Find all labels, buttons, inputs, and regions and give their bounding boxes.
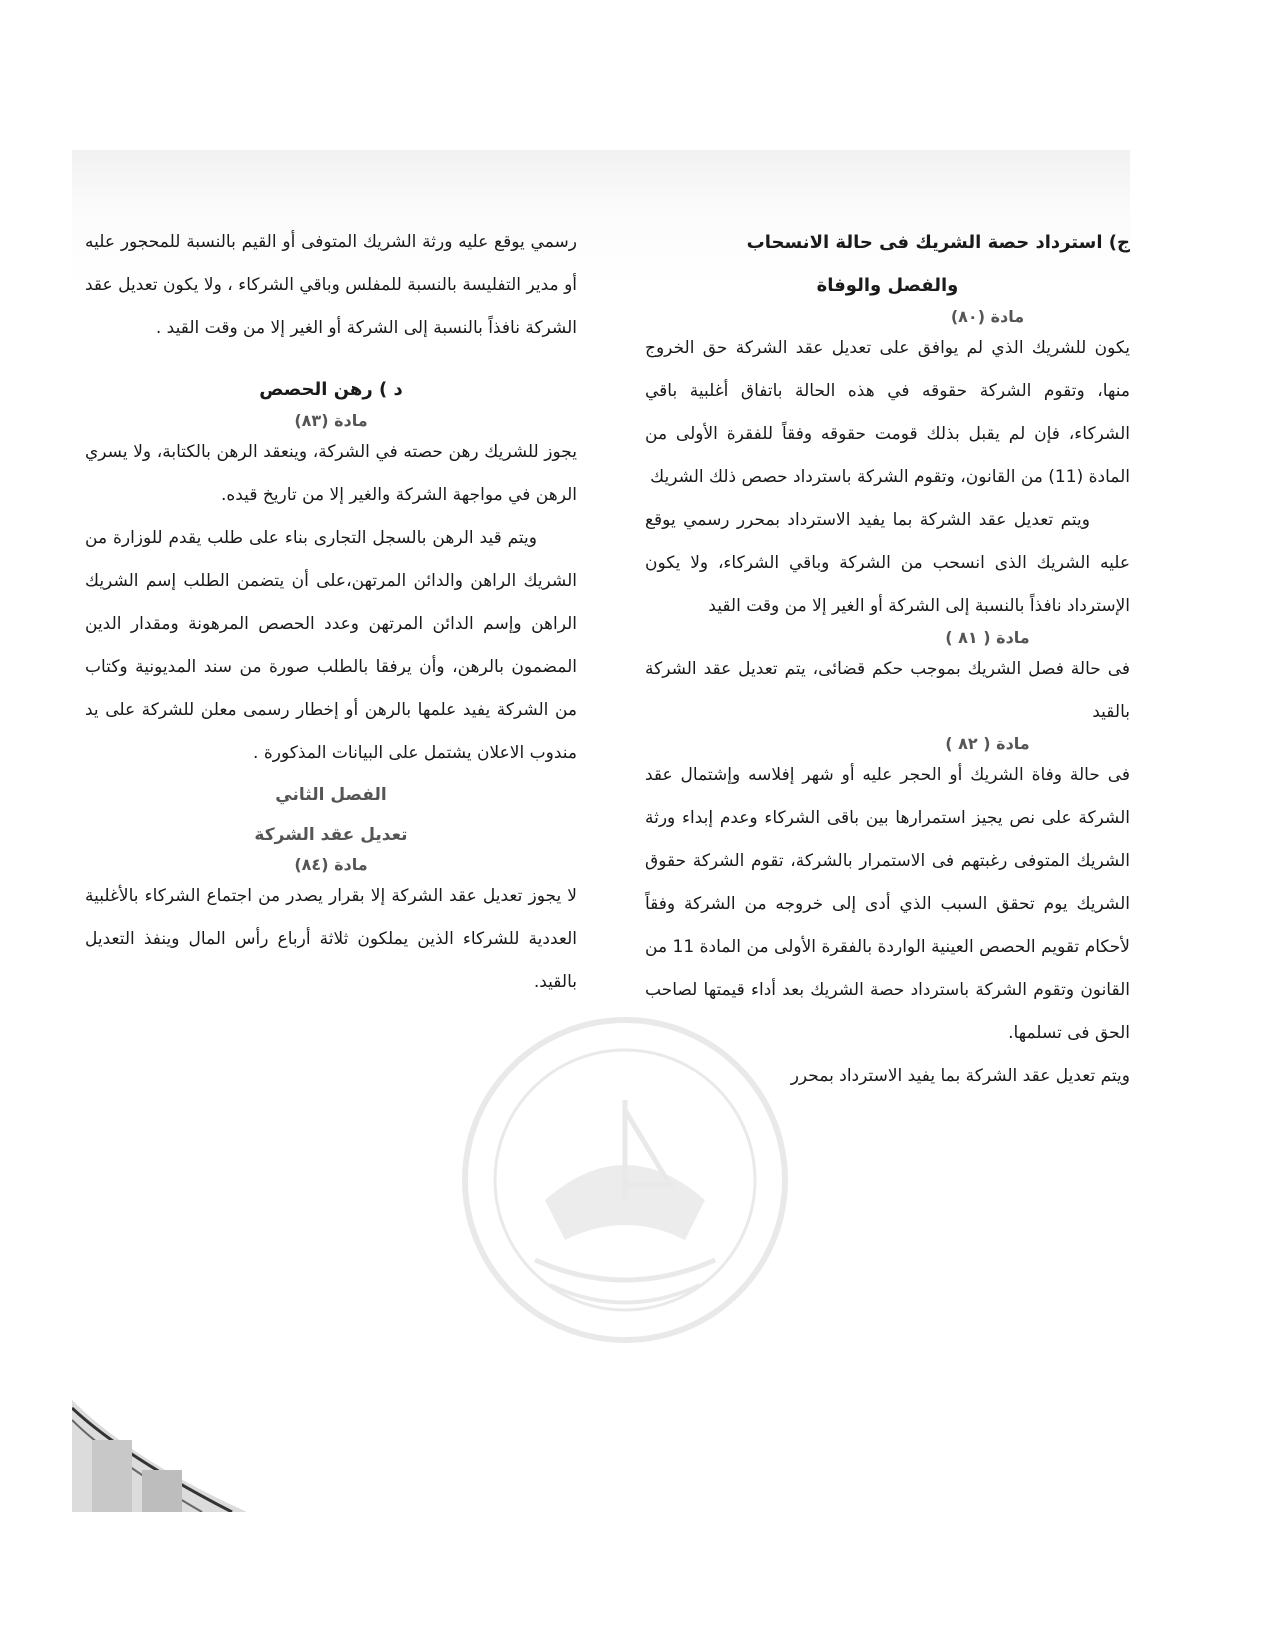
section-c-title: ج) استرداد حصة الشريك فى حالة الانسحاب (746, 232, 1130, 253)
article-81-text: فى حالة فصل الشريك بموجب حكم قضائى، يتم تعديل عقد الشركة بالقيد (645, 659, 1130, 722)
section-c-title-line2: والفصل والوفاة (816, 275, 959, 296)
article-82-text-2: ويتم تعديل عقد الشركة بما يفيد الاسترداد بمحرر (790, 1066, 1130, 1086)
chapter-title: تعديل عقد الشركة (254, 825, 408, 845)
right-column (645, 221, 1130, 1098)
article-82-text: فى حالة وفاة الشريك أو الحجر عليه أو شهر إفلاسه وإشتمال عقد الشركة على نص يجيز استمرارها بين باقى الشركاء وعدم إبداء ورثة الشريك المتوفى رغبتهم فى الاستمرار بالشركة، تقوم الشركة حقوق الشريك يوم تحقق السبب الذي أدى إلى خروجه من الشركة وفقاً لأحكام تقويم الحصص العينية الواردة بالفقرة الأولى من المادة 11 من القانون وتقوم الشركة باسترداد حصة الشريك بعد أداء قيمتها لصاحب الحق فى تسلمها. (645, 765, 1131, 1043)
article-83-label: مادة (٨٣) (294, 411, 368, 430)
article-81-label: مادة ( ٨١ ) (945, 628, 1030, 647)
article-82-label: مادة ( ٨٢ ) (945, 734, 1030, 753)
left-column (85, 221, 577, 1004)
corner-decoration-icon (72, 1400, 252, 1512)
continuation-text: رسمي يوقع عليه ورثة الشريك المتوفى أو القيم بالنسبة للمحجور عليه أو مدير التفليسة بالنسبة للمفلس وباقي الشركاء ، ولا يكون تعديل عقد الشركة نافذاً بالنسبة إلى الشركة أو الغير إلا من وقت القيد . (85, 232, 577, 338)
chapter-label: الفصل الثاني (275, 785, 387, 805)
article-83-text: يجوز للشريك رهن حصته في الشركة، وينعقد الرهن بالكتابة، ولا يسري الرهن في مواجهة الشركة والغير إلا من تاريخ قيده. (85, 442, 577, 505)
article-80-text: يكون للشريك الذي لم يوافق على تعديل عقد الشركة حق الخروج منها، وتقوم الشركة حقوقه في هذه الحالة باتفاق أغلبية باقي الشركاء، فإن لم يقبل بذلك قومت حقوقه وفقاً للفقرة الأولى من المادة (11) من القانون، وتقوم الشركة باسترداد حصص ذلك الشريك (645, 338, 1130, 487)
article-80-text-2: ويتم تعديل عقد الشركة بما يفيد الاسترداد بمحرر رسمي يوقع عليه الشريك الذى انسحب من الشركة وباقي الشركاء، ولا يكون الإسترداد نافذاً بالنسبة إلى الشركة أو الغير إلا من وقت القيد (645, 510, 1130, 616)
article-84-text: لا يجوز تعديل عقد الشركة إلا بقرار يصدر من اجتماع الشركاء بالأغلبية العددية للشركاء الذين يملكون ثلاثة أرباع رأس المال وينفذ التعديل بالقيد. (85, 886, 577, 992)
section-d-title: د ) رهن الحصص (259, 379, 403, 400)
article-84-label: مادة (٨٤) (294, 855, 368, 874)
article-83-text-2: ويتم قيد الرهن بالسجل التجارى بناء على طلب يقدم للوزارة من الشريك الراهن والدائن المرتهن،على أن يتضمن الطلب إسم الشريك الراهن وإسم الدائن المرتهن وعدد الحصص المرهونة ومقدار الدين المضمون بالرهن، وأن يرفقا بالطلب صورة من سند المديونية وكتاب من الشركة يفيد علمها بالرهن أو إخطار رسمى معلن للشركة على يد مندوب الاعلان يشتمل على البيانات المذكورة . (85, 528, 577, 763)
article-80-label: مادة (٨٠) (950, 307, 1025, 326)
